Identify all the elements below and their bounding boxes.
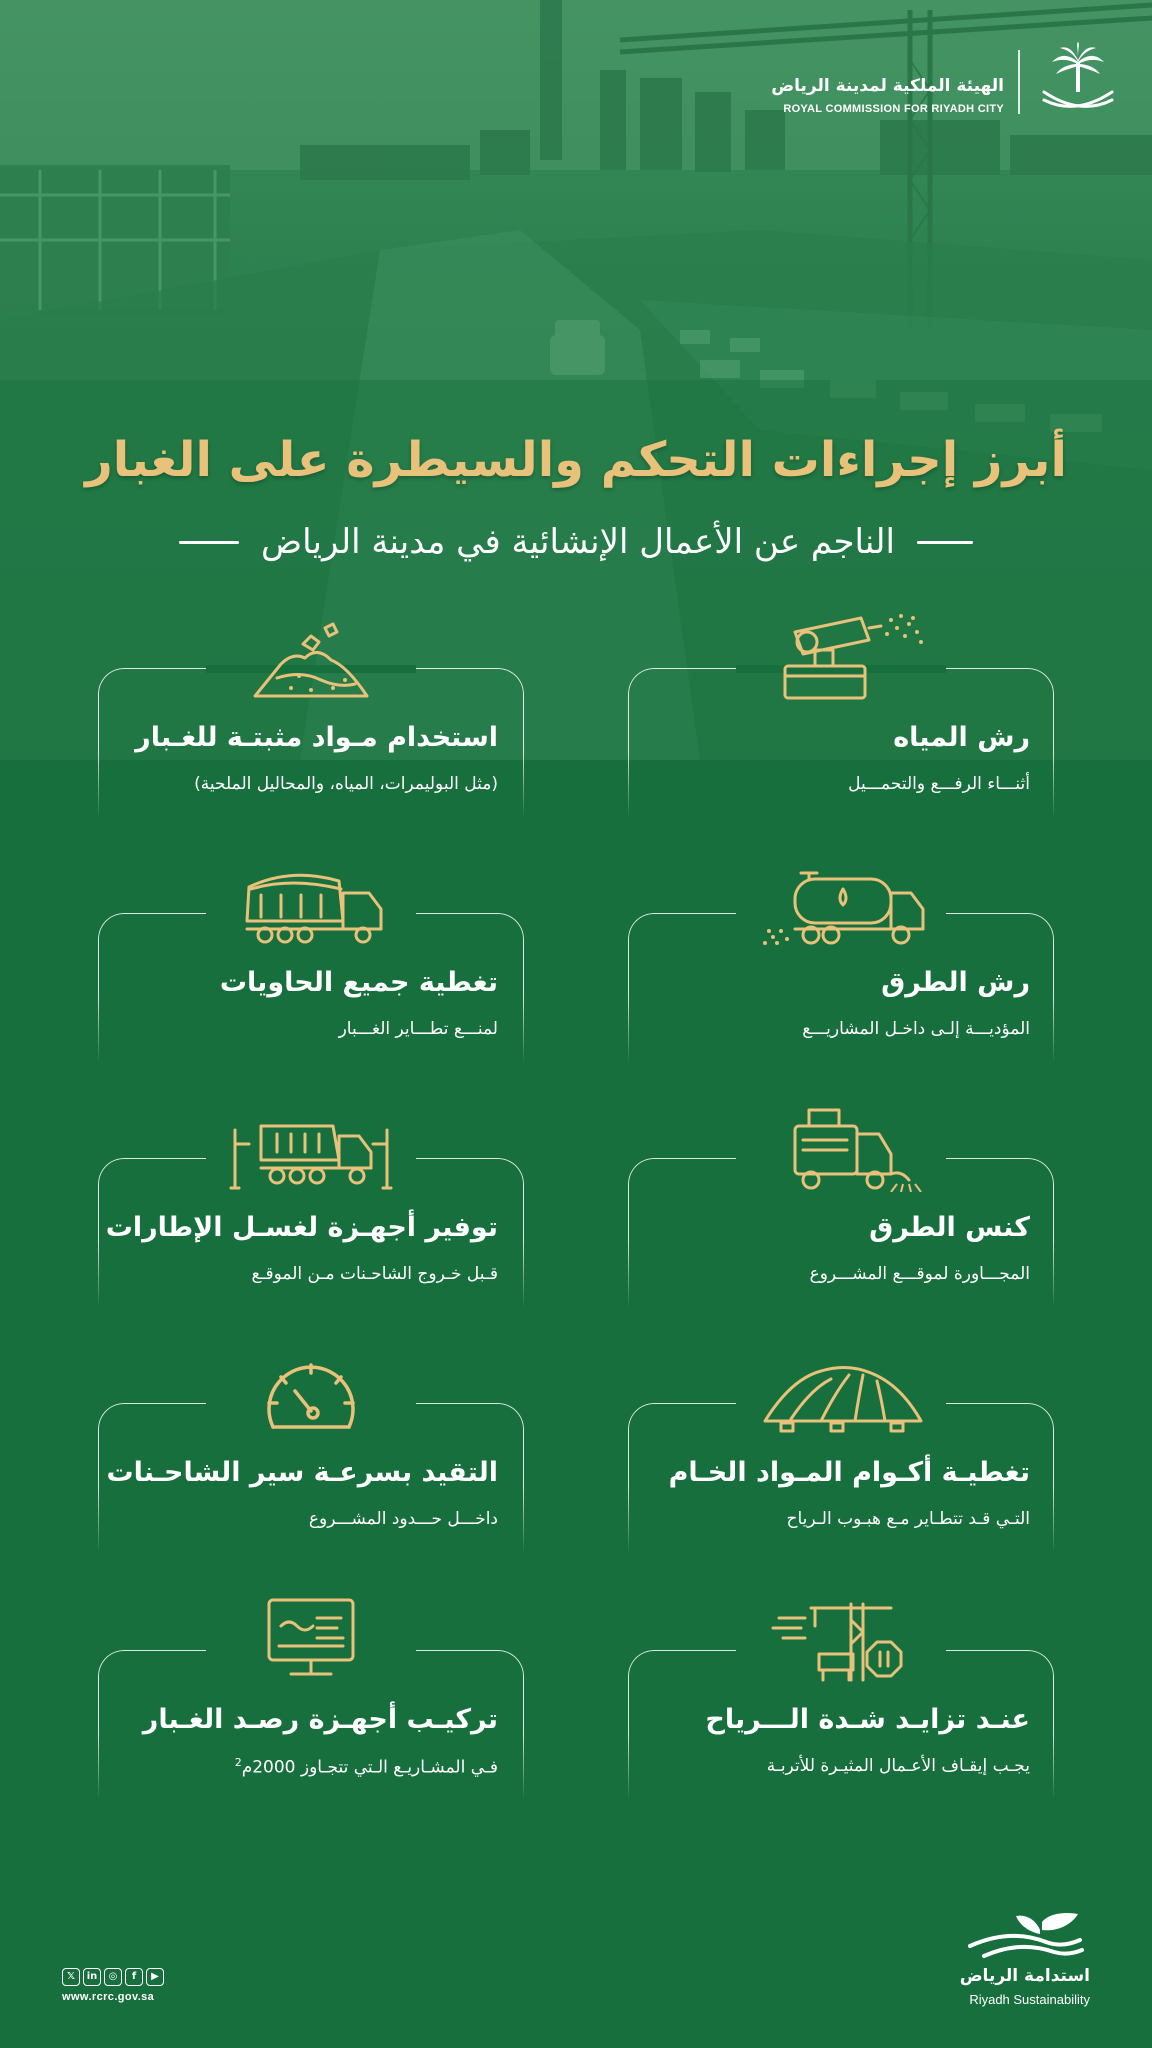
page-title: أبرز إجراءات التحكم والسيطرة على الغبار xyxy=(85,432,1067,488)
card-description: (مثل البوليمرات، المياه، والمحاليل الملحية) xyxy=(194,774,498,794)
subtitle-dash-right xyxy=(917,541,973,544)
brand-name-english: Riyadh Sustainability xyxy=(969,1992,1090,2007)
card-title: تركيـب أجهـزة رصـد الغـبار xyxy=(142,1704,498,1735)
card-road-spray xyxy=(628,913,1054,1063)
youtube-icon[interactable]: ▶ xyxy=(146,1968,164,1986)
linkedin-icon[interactable]: in xyxy=(83,1968,101,1986)
card-title: استخدام مـواد مثبتـة للغـبار xyxy=(135,722,498,753)
brand-name-arabic: استدامة الرياض xyxy=(959,1966,1090,1986)
water-tanker-truck-icon xyxy=(751,859,931,947)
riyadh-sustainability-logo xyxy=(940,1912,1090,2022)
instagram-icon[interactable]: ◎ xyxy=(104,1968,122,1986)
subtitle-dash-left xyxy=(179,541,239,544)
speedometer-icon xyxy=(221,1349,401,1437)
dust-monitor-screen-icon xyxy=(221,1596,401,1684)
card-title: كنس الطرق xyxy=(869,1212,1030,1243)
card-title: تغطيـة أكـوام المـواد الخـام xyxy=(668,1457,1030,1488)
covered-stockpile-icon xyxy=(751,1349,931,1437)
card-description: المؤديـــة إلـى داخـل المشاريـــع xyxy=(802,1019,1030,1039)
social-links xyxy=(62,1968,182,1986)
street-sweeper-icon xyxy=(751,1104,931,1192)
card-water-spray xyxy=(628,668,1054,818)
card-high-winds xyxy=(628,1650,1054,1800)
card-description-superscript: 2 xyxy=(234,1756,242,1769)
card-title: توفير أجهـزة لغسـل الإطارات xyxy=(105,1212,498,1243)
subtitle-row xyxy=(0,514,1152,570)
card-title: تغطية جميع الحاويات xyxy=(219,967,498,998)
website-link[interactable]: www.rcrc.gov.sa xyxy=(62,1991,155,2003)
org-name-english: ROYAL COMMISSION FOR RIYADH CITY xyxy=(783,103,1004,115)
card-speed-limit xyxy=(98,1403,524,1553)
card-tire-wash xyxy=(98,1158,524,1308)
card-description: داخـــل حـــدود المشـــروع xyxy=(308,1509,498,1529)
covered-dump-truck-icon xyxy=(221,859,401,947)
logo-divider xyxy=(1018,50,1020,114)
facebook-icon[interactable]: f xyxy=(125,1968,143,1986)
water-cannon-icon xyxy=(751,614,931,702)
card-title: رش المياه xyxy=(893,722,1030,753)
card-description: يجـب إيقـاف الأعـمال المثيـرة للأتربـة xyxy=(766,1756,1030,1776)
crane-stop-sign-icon xyxy=(751,1596,931,1684)
footer-contacts xyxy=(62,1968,182,2018)
truck-wash-icon xyxy=(221,1104,401,1192)
card-title: عنـد تزايـد شـدة الـــرياح xyxy=(705,1704,1030,1735)
card-dust-binder xyxy=(98,668,524,818)
card-cover-containers xyxy=(98,913,524,1063)
palm-swords-emblem-icon xyxy=(1036,42,1120,122)
card-title: رش الطرق xyxy=(881,967,1030,998)
x-icon[interactable]: 𝕏 xyxy=(62,1968,80,1986)
card-title: التقيد بسرعـة سير الشاحـنات xyxy=(106,1457,498,1488)
card-road-sweeping xyxy=(628,1158,1054,1308)
card-description-text: فـي المشـاريـع الـتي تتجـاوز 2000م xyxy=(241,1757,498,1778)
card-description: أثنـــاء الرفـــع والتحمـــيل xyxy=(848,774,1030,794)
card-description xyxy=(118,1756,498,1778)
card-cover-raw-materials xyxy=(628,1403,1054,1553)
card-description: المجـــاورة لموقـــع المشـــروع xyxy=(809,1264,1030,1284)
soil-pile-icon xyxy=(221,614,401,702)
card-dust-monitors xyxy=(98,1650,524,1800)
page-subtitle: الناجم عن الأعمال الإنشائية في مدينة الرياض xyxy=(261,522,895,562)
rcrc-logo xyxy=(760,40,1120,130)
card-description: قـبل خـروج الشاحـنات مـن الموقـع xyxy=(251,1264,498,1284)
org-name-arabic: الهيئة الملكية لمدينة الرياض xyxy=(771,76,1004,96)
card-description: لمنـــع تطـــاير الغـــبار xyxy=(338,1019,498,1039)
leaves-waves-logo-icon xyxy=(950,1912,1090,1964)
card-description: التـي قـد تتطـاير مـع هبـوب الـرياح xyxy=(786,1509,1030,1529)
